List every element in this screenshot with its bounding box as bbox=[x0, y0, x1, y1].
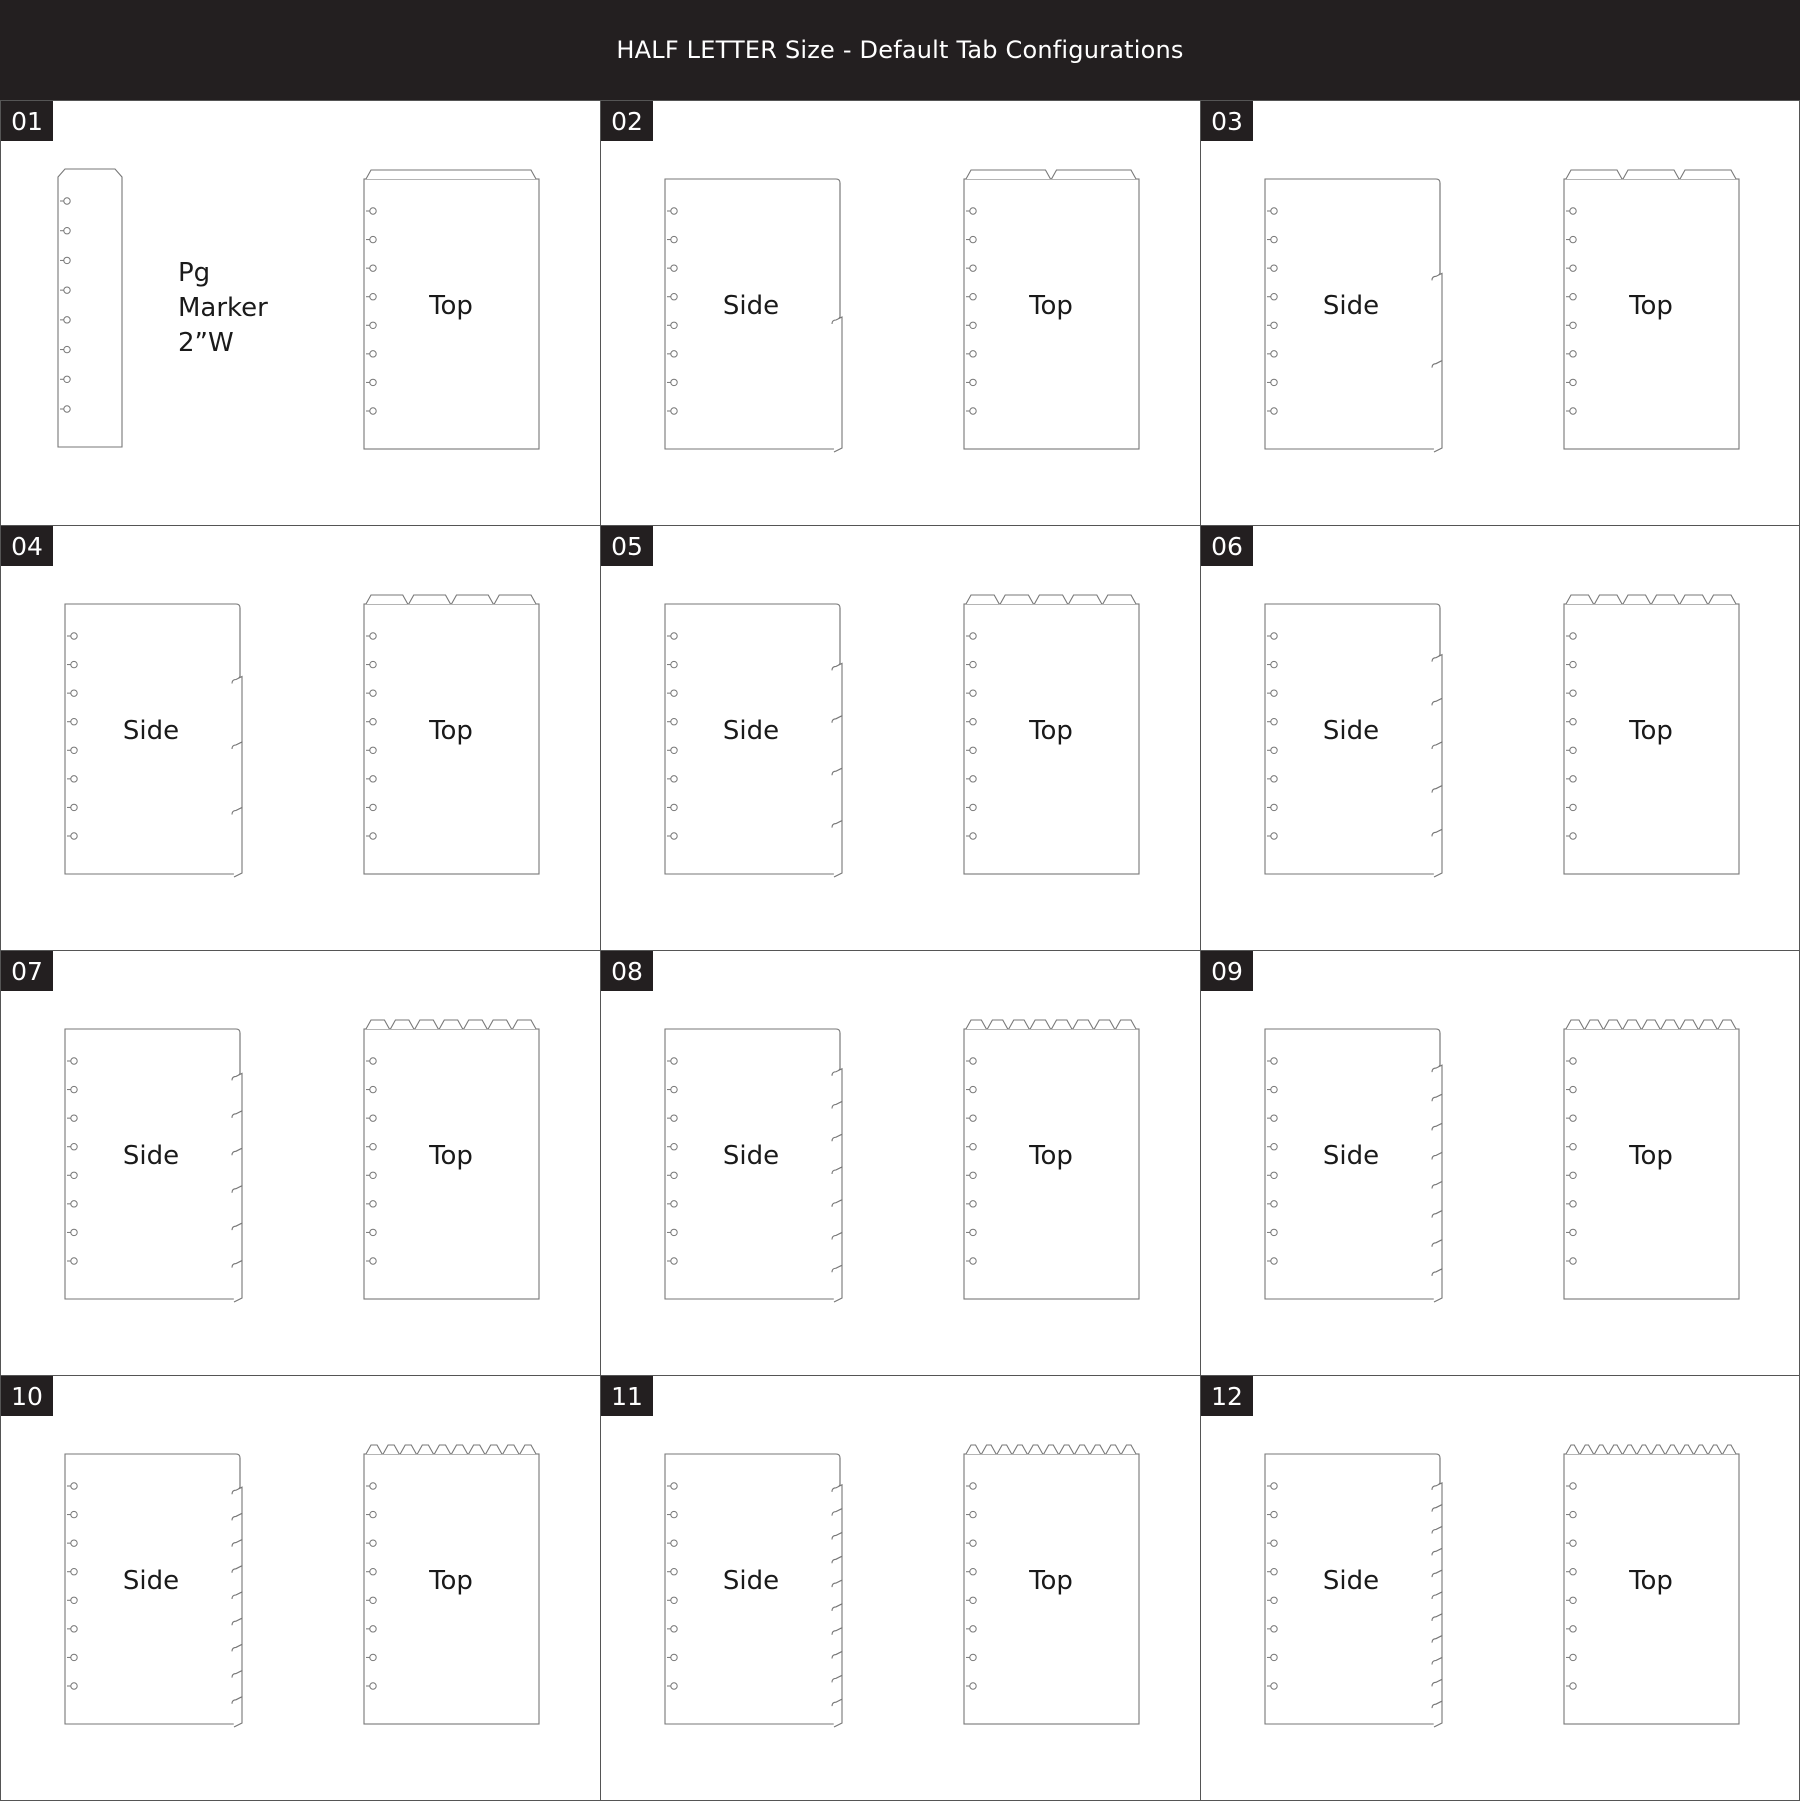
config-cell bbox=[600, 525, 1201, 951]
top-tab bbox=[1106, 1445, 1121, 1454]
page-outline bbox=[58, 169, 122, 447]
top-tab bbox=[383, 1445, 399, 1454]
top-tab bbox=[1623, 595, 1651, 604]
top-tab bbox=[366, 170, 536, 179]
config-diagram bbox=[1, 526, 601, 951]
top-tab bbox=[417, 1445, 433, 1454]
config-number-badge: 10 bbox=[1, 1376, 53, 1416]
top-tab bbox=[366, 1020, 389, 1029]
top-page-label: Top bbox=[429, 716, 473, 746]
config-diagram bbox=[1, 101, 601, 526]
top-tab bbox=[1580, 1445, 1593, 1454]
config-cell bbox=[0, 100, 601, 526]
config-diagram bbox=[1201, 1376, 1800, 1801]
top-tab bbox=[488, 1020, 511, 1029]
top-tab bbox=[520, 1445, 536, 1454]
top-page-label: Top bbox=[429, 1141, 473, 1171]
side-page-label: Side bbox=[722, 1141, 780, 1171]
top-tab bbox=[1009, 1020, 1029, 1029]
side-page-label: Side bbox=[1322, 291, 1380, 321]
top-tab bbox=[1652, 1445, 1665, 1454]
top-tab bbox=[1652, 595, 1680, 604]
config-diagram bbox=[1201, 101, 1800, 526]
top-tab bbox=[1052, 170, 1137, 179]
config-diagram bbox=[1, 1376, 601, 1801]
top-tab bbox=[1090, 1445, 1105, 1454]
top-tab bbox=[494, 595, 536, 604]
page-title: HALF LETTER Size - Default Tab Configurations bbox=[616, 36, 1184, 64]
tab-configuration-grid bbox=[0, 100, 1800, 1800]
top-tab bbox=[366, 595, 408, 604]
side-page-label: Side bbox=[122, 716, 180, 746]
top-tab bbox=[966, 1445, 981, 1454]
top-tab bbox=[982, 1445, 997, 1454]
top-page-label: Top bbox=[1629, 716, 1673, 746]
config-diagram bbox=[601, 951, 1201, 1376]
page-marker-label-line: Pg bbox=[178, 258, 211, 288]
top-tab bbox=[1680, 170, 1736, 179]
top-tab bbox=[1595, 595, 1623, 604]
side-page-label: Side bbox=[1322, 1566, 1380, 1596]
top-tab bbox=[1694, 1445, 1707, 1454]
side-page-label: Side bbox=[122, 1141, 180, 1171]
top-tab bbox=[1044, 1445, 1059, 1454]
config-number-badge: 03 bbox=[1201, 101, 1253, 141]
top-tab bbox=[1637, 1445, 1650, 1454]
top-tab bbox=[1069, 595, 1102, 604]
config-number-badge: 04 bbox=[1, 526, 53, 566]
config-diagram bbox=[601, 1376, 1201, 1801]
side-page-label: Side bbox=[722, 716, 780, 746]
top-tab bbox=[1680, 1020, 1698, 1029]
config-number-badge: 06 bbox=[1201, 526, 1253, 566]
top-tab bbox=[400, 1445, 416, 1454]
top-tab bbox=[1094, 1020, 1114, 1029]
config-number-badge: 05 bbox=[601, 526, 653, 566]
top-tab bbox=[452, 1445, 468, 1454]
top-tab bbox=[1566, 1020, 1584, 1029]
top-tab bbox=[1028, 1445, 1043, 1454]
top-tab bbox=[1566, 1445, 1579, 1454]
top-tab bbox=[1116, 1020, 1136, 1029]
top-tab bbox=[1604, 1020, 1622, 1029]
side-page-label: Side bbox=[722, 291, 780, 321]
top-page-label: Top bbox=[429, 291, 473, 321]
config-diagram bbox=[601, 526, 1201, 951]
header-bar bbox=[0, 0, 1800, 100]
side-page-label: Side bbox=[1322, 716, 1380, 746]
top-tab bbox=[1709, 1445, 1722, 1454]
top-tab bbox=[1680, 595, 1708, 604]
config-number-badge: 12 bbox=[1201, 1376, 1253, 1416]
config-diagram bbox=[601, 101, 1201, 526]
top-page-label: Top bbox=[1029, 1141, 1073, 1171]
top-page-label: Top bbox=[1629, 1566, 1673, 1596]
top-tab bbox=[1566, 170, 1622, 179]
top-tab bbox=[1666, 1445, 1679, 1454]
top-tab bbox=[997, 1445, 1012, 1454]
config-diagram bbox=[1201, 951, 1800, 1376]
top-tab bbox=[1623, 1020, 1641, 1029]
top-tab bbox=[966, 1020, 986, 1029]
top-tab bbox=[1642, 1020, 1660, 1029]
top-tab bbox=[1680, 1445, 1693, 1454]
side-page-label: Side bbox=[122, 1566, 180, 1596]
top-tab bbox=[1609, 1445, 1622, 1454]
top-tab bbox=[1073, 1020, 1093, 1029]
top-page-label: Top bbox=[1629, 1141, 1673, 1171]
top-tab bbox=[987, 1020, 1007, 1029]
top-tab bbox=[1059, 1445, 1074, 1454]
page-marker-label-line: 2”W bbox=[178, 328, 234, 358]
top-page-label: Top bbox=[1629, 291, 1673, 321]
top-tab bbox=[409, 595, 451, 604]
top-tab bbox=[966, 170, 1051, 179]
top-tab bbox=[1595, 1445, 1608, 1454]
top-tab bbox=[1709, 595, 1737, 604]
top-tab bbox=[1075, 1445, 1090, 1454]
top-tab bbox=[439, 1020, 462, 1029]
config-cell bbox=[1200, 100, 1800, 526]
top-tab bbox=[452, 595, 494, 604]
config-number-badge: 09 bbox=[1201, 951, 1253, 991]
config-cell bbox=[0, 525, 601, 951]
config-cell bbox=[600, 950, 1201, 1376]
top-tab bbox=[1052, 1020, 1072, 1029]
config-cell bbox=[600, 1375, 1201, 1801]
top-tab bbox=[415, 1020, 438, 1029]
config-number-badge: 02 bbox=[601, 101, 653, 141]
config-number-badge: 01 bbox=[1, 101, 53, 141]
top-tab bbox=[1623, 1445, 1636, 1454]
config-number-badge: 11 bbox=[601, 1376, 653, 1416]
config-diagram bbox=[1, 951, 601, 1376]
top-tab bbox=[503, 1445, 519, 1454]
top-tab bbox=[1585, 1020, 1603, 1029]
top-page-label: Top bbox=[429, 1566, 473, 1596]
side-page-label: Side bbox=[1322, 1141, 1380, 1171]
top-tab bbox=[1566, 595, 1594, 604]
top-tab bbox=[1013, 1445, 1028, 1454]
top-tab bbox=[513, 1020, 536, 1029]
top-page-label: Top bbox=[1029, 291, 1073, 321]
top-tab bbox=[1718, 1020, 1736, 1029]
top-tab bbox=[1103, 595, 1136, 604]
top-tab bbox=[966, 595, 999, 604]
config-cell bbox=[1200, 1375, 1800, 1801]
config-cell bbox=[0, 1375, 601, 1801]
top-tab bbox=[1030, 1020, 1050, 1029]
top-tab bbox=[1699, 1020, 1717, 1029]
config-cell bbox=[600, 100, 1201, 526]
top-page-label: Top bbox=[1029, 716, 1073, 746]
top-tab bbox=[1661, 1020, 1679, 1029]
config-number-badge: 08 bbox=[601, 951, 653, 991]
side-page-label: Side bbox=[722, 1566, 780, 1596]
top-tab bbox=[1034, 595, 1067, 604]
top-tab bbox=[464, 1020, 487, 1029]
page-marker-strip bbox=[58, 169, 122, 447]
top-page-label: Top bbox=[1029, 1566, 1073, 1596]
page-marker-label bbox=[178, 256, 268, 361]
config-cell bbox=[1200, 950, 1800, 1376]
config-number-badge: 07 bbox=[1, 951, 53, 991]
top-tab bbox=[434, 1445, 450, 1454]
top-tab bbox=[1121, 1445, 1136, 1454]
top-tab bbox=[1723, 1445, 1736, 1454]
top-tab bbox=[1000, 595, 1033, 604]
config-cell bbox=[1200, 525, 1800, 951]
config-diagram bbox=[1201, 526, 1800, 951]
top-tab bbox=[1623, 170, 1679, 179]
page-marker-label-line: Marker bbox=[178, 293, 268, 323]
top-tab bbox=[366, 1445, 382, 1454]
top-tab bbox=[469, 1445, 485, 1454]
top-tab bbox=[390, 1020, 413, 1029]
config-cell bbox=[0, 950, 601, 1376]
top-tab bbox=[486, 1445, 502, 1454]
